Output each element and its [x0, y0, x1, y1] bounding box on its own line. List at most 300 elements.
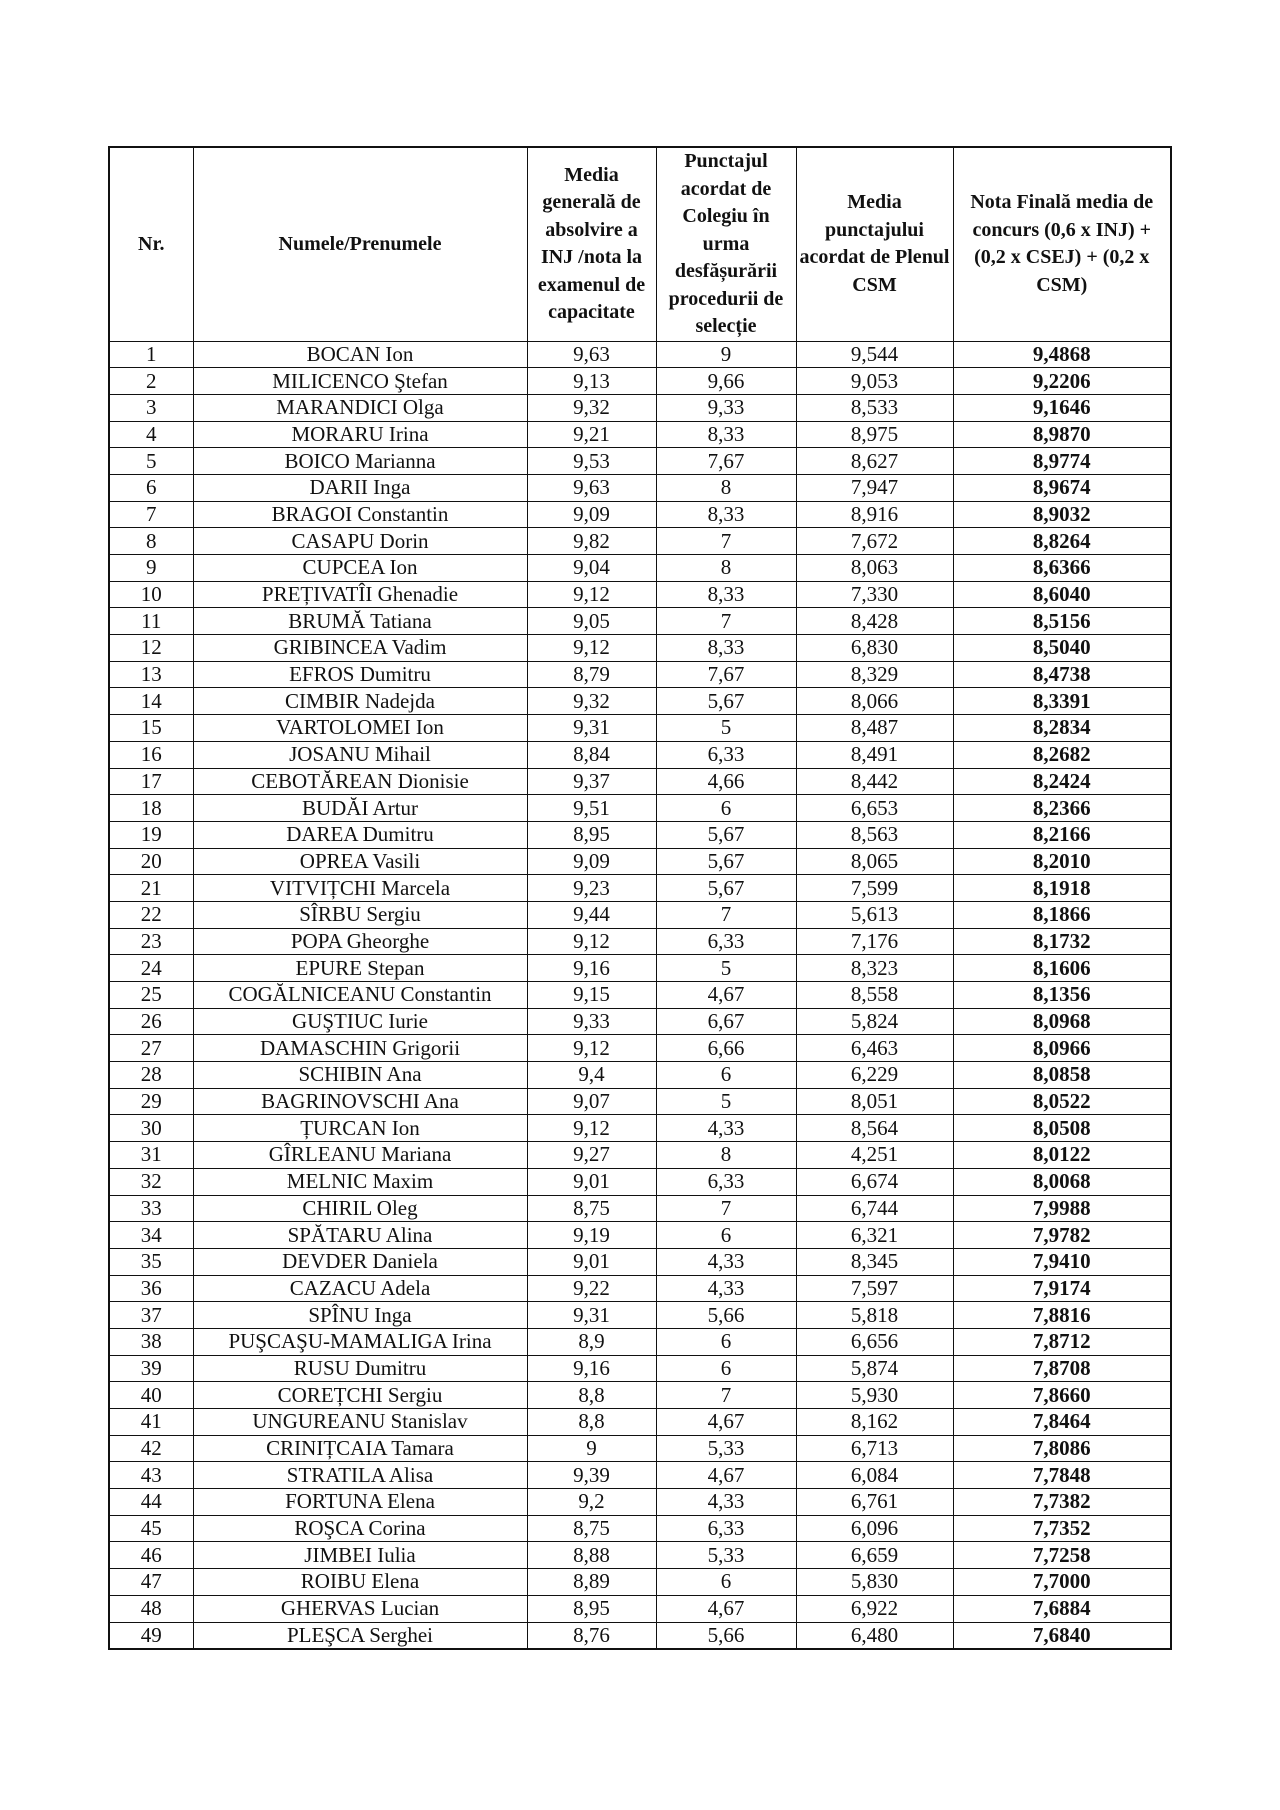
cell-inj: 9,12: [527, 581, 656, 608]
cell-inj: 9,15: [527, 982, 656, 1009]
cell-inj: 9,33: [527, 1008, 656, 1035]
cell-name: CUPCEA Ion: [193, 555, 527, 582]
cell-final: 9,1646: [953, 394, 1171, 421]
table-row: [109, 821, 1171, 848]
cell-nr: 19: [109, 821, 193, 848]
cell-csej: 6,33: [656, 1168, 796, 1195]
cell-inj: 9,12: [527, 635, 656, 662]
table-row: [109, 1462, 1171, 1489]
cell-inj: 9,82: [527, 528, 656, 555]
cell-name: BRUMĂ Tatiana: [193, 608, 527, 635]
cell-final: 8,2682: [953, 741, 1171, 768]
cell-nr: 15: [109, 715, 193, 742]
cell-csm: 8,162: [796, 1409, 953, 1436]
cell-final: 8,9870: [953, 421, 1171, 448]
cell-csej: 7: [656, 608, 796, 635]
cell-nr: 45: [109, 1515, 193, 1542]
cell-name: EPURE Stepan: [193, 955, 527, 982]
table-row: [109, 608, 1171, 635]
header-name: Numele/Prenumele: [193, 147, 527, 341]
results-table: [108, 146, 1172, 1650]
cell-final: 8,6040: [953, 581, 1171, 608]
cell-name: BOICO Marianna: [193, 448, 527, 475]
cell-name: CHIRIL Oleg: [193, 1195, 527, 1222]
cell-csm: 8,491: [796, 741, 953, 768]
cell-csm: 5,874: [796, 1355, 953, 1382]
cell-csm: 8,066: [796, 688, 953, 715]
cell-nr: 6: [109, 474, 193, 501]
cell-final: 9,4868: [953, 341, 1171, 368]
cell-nr: 43: [109, 1462, 193, 1489]
cell-inj: 9,53: [527, 448, 656, 475]
cell-csm: 6,713: [796, 1435, 953, 1462]
cell-csm: 5,930: [796, 1382, 953, 1409]
cell-csej: 4,33: [656, 1275, 796, 1302]
cell-csej: 5: [656, 1088, 796, 1115]
cell-csej: 5,67: [656, 821, 796, 848]
cell-nr: 44: [109, 1489, 193, 1516]
cell-name: COGĂLNICEANU Constantin: [193, 982, 527, 1009]
cell-inj: 9,63: [527, 341, 656, 368]
cell-final: 8,9032: [953, 501, 1171, 528]
cell-final: 7,9174: [953, 1275, 1171, 1302]
cell-csm: 7,330: [796, 581, 953, 608]
cell-name: MELNIC Maxim: [193, 1168, 527, 1195]
cell-csej: 6: [656, 1569, 796, 1596]
table-row: [109, 341, 1171, 368]
cell-name: ROIBU Elena: [193, 1569, 527, 1596]
table-row: [109, 1195, 1171, 1222]
cell-name: GUŞTIUC Iurie: [193, 1008, 527, 1035]
cell-name: DAMASCHIN Grigorii: [193, 1035, 527, 1062]
cell-name: MORARU Irina: [193, 421, 527, 448]
cell-final: 8,8264: [953, 528, 1171, 555]
cell-final: 7,8464: [953, 1409, 1171, 1436]
table-row: [109, 661, 1171, 688]
header-nr: Nr.: [109, 147, 193, 341]
cell-csej: 4,67: [656, 1409, 796, 1436]
cell-final: 8,3391: [953, 688, 1171, 715]
cell-inj: 8,8: [527, 1382, 656, 1409]
cell-name: FORTUNA Elena: [193, 1489, 527, 1516]
table-row: [109, 875, 1171, 902]
cell-csej: 4,67: [656, 1462, 796, 1489]
cell-nr: 48: [109, 1595, 193, 1622]
cell-final: 9,2206: [953, 368, 1171, 395]
cell-csej: 8: [656, 1142, 796, 1169]
cell-name: DEVDER Daniela: [193, 1248, 527, 1275]
cell-inj: 8,75: [527, 1515, 656, 1542]
table-row: [109, 1569, 1171, 1596]
table-row: [109, 1435, 1171, 1462]
table-row: [109, 1248, 1171, 1275]
cell-csej: 7: [656, 528, 796, 555]
cell-nr: 36: [109, 1275, 193, 1302]
cell-inj: 9: [527, 1435, 656, 1462]
cell-name: JOSANU Mihail: [193, 741, 527, 768]
cell-name: CEBOTĂREAN Dionisie: [193, 768, 527, 795]
cell-nr: 47: [109, 1569, 193, 1596]
cell-csej: 9,33: [656, 394, 796, 421]
table-row: [109, 501, 1171, 528]
cell-csej: 6,33: [656, 1515, 796, 1542]
cell-csm: 7,597: [796, 1275, 953, 1302]
cell-inj: 8,84: [527, 741, 656, 768]
cell-csej: 7,67: [656, 448, 796, 475]
cell-csm: 8,564: [796, 1115, 953, 1142]
cell-csm: 6,830: [796, 635, 953, 662]
cell-name: BOCAN Ion: [193, 341, 527, 368]
cell-csm: 7,947: [796, 474, 953, 501]
cell-csm: 5,613: [796, 901, 953, 928]
cell-csm: 6,480: [796, 1622, 953, 1649]
cell-nr: 20: [109, 848, 193, 875]
cell-name: PREȚIVATÎI Ghenadie: [193, 581, 527, 608]
cell-inj: 9,23: [527, 875, 656, 902]
cell-nr: 12: [109, 635, 193, 662]
cell-final: 7,7382: [953, 1489, 1171, 1516]
cell-csm: 8,051: [796, 1088, 953, 1115]
cell-inj: 9,05: [527, 608, 656, 635]
cell-csm: 8,442: [796, 768, 953, 795]
cell-csm: 5,818: [796, 1302, 953, 1329]
cell-csm: 6,229: [796, 1062, 953, 1089]
cell-nr: 11: [109, 608, 193, 635]
cell-name: ȚURCAN Ion: [193, 1115, 527, 1142]
cell-name: SCHIBIN Ana: [193, 1062, 527, 1089]
cell-nr: 9: [109, 555, 193, 582]
cell-csej: 6,67: [656, 1008, 796, 1035]
cell-csm: 6,096: [796, 1515, 953, 1542]
cell-csej: 9: [656, 341, 796, 368]
cell-final: 7,9782: [953, 1222, 1171, 1249]
cell-inj: 9,39: [527, 1462, 656, 1489]
cell-final: 8,1732: [953, 928, 1171, 955]
table-row: [109, 1035, 1171, 1062]
cell-csm: 8,063: [796, 555, 953, 582]
cell-inj: 8,76: [527, 1622, 656, 1649]
cell-nr: 39: [109, 1355, 193, 1382]
cell-name: DARII Inga: [193, 474, 527, 501]
cell-inj: 9,09: [527, 501, 656, 528]
cell-inj: 9,21: [527, 421, 656, 448]
cell-inj: 9,07: [527, 1088, 656, 1115]
cell-csej: 7: [656, 901, 796, 928]
header-csej: Punctajul acordat de Colegiu în urma desfășurării procedurii de selecție: [656, 147, 796, 341]
cell-final: 7,8086: [953, 1435, 1171, 1462]
cell-csej: 7,67: [656, 661, 796, 688]
cell-csej: 6: [656, 1328, 796, 1355]
cell-final: 8,0966: [953, 1035, 1171, 1062]
cell-nr: 23: [109, 928, 193, 955]
cell-csm: 7,672: [796, 528, 953, 555]
cell-csm: 5,824: [796, 1008, 953, 1035]
cell-csej: 4,33: [656, 1248, 796, 1275]
table-row: [109, 982, 1171, 1009]
cell-name: STRATILA Alisa: [193, 1462, 527, 1489]
cell-nr: 35: [109, 1248, 193, 1275]
cell-nr: 37: [109, 1302, 193, 1329]
cell-name: GRIBINCEA Vadim: [193, 635, 527, 662]
cell-csej: 8: [656, 474, 796, 501]
cell-csm: 8,323: [796, 955, 953, 982]
cell-inj: 9,27: [527, 1142, 656, 1169]
cell-csm: 8,329: [796, 661, 953, 688]
cell-final: 8,4738: [953, 661, 1171, 688]
cell-csm: 8,975: [796, 421, 953, 448]
table-row: [109, 421, 1171, 448]
header-inj: Media generală de absolvire a INJ /nota la examenul de capacitate: [527, 147, 656, 341]
cell-csej: 8: [656, 555, 796, 582]
table-row: [109, 795, 1171, 822]
cell-nr: 18: [109, 795, 193, 822]
cell-inj: 9,01: [527, 1248, 656, 1275]
cell-nr: 49: [109, 1622, 193, 1649]
cell-csm: 6,321: [796, 1222, 953, 1249]
cell-inj: 9,16: [527, 1355, 656, 1382]
cell-name: SPĂTARU Alina: [193, 1222, 527, 1249]
cell-nr: 34: [109, 1222, 193, 1249]
cell-csej: 4,67: [656, 982, 796, 1009]
cell-csej: 9,66: [656, 368, 796, 395]
cell-nr: 2: [109, 368, 193, 395]
cell-final: 7,6840: [953, 1622, 1171, 1649]
table-row: [109, 635, 1171, 662]
table-body: [109, 341, 1171, 1649]
cell-csej: 6,66: [656, 1035, 796, 1062]
cell-nr: 28: [109, 1062, 193, 1089]
cell-inj: 9,12: [527, 1115, 656, 1142]
table-row: [109, 741, 1171, 768]
cell-csm: 6,084: [796, 1462, 953, 1489]
table-row: [109, 1355, 1171, 1382]
cell-inj: 8,75: [527, 1195, 656, 1222]
cell-csm: 5,830: [796, 1569, 953, 1596]
cell-nr: 7: [109, 501, 193, 528]
cell-final: 8,2366: [953, 795, 1171, 822]
cell-name: PUŞCAŞU-MAMALIGA Irina: [193, 1328, 527, 1355]
table-row: [109, 1382, 1171, 1409]
cell-inj: 9,44: [527, 901, 656, 928]
cell-csej: 5,66: [656, 1622, 796, 1649]
cell-final: 7,8816: [953, 1302, 1171, 1329]
table-row: [109, 528, 1171, 555]
table-row: [109, 368, 1171, 395]
cell-final: 7,7848: [953, 1462, 1171, 1489]
table-row: [109, 901, 1171, 928]
cell-csej: 6: [656, 1222, 796, 1249]
cell-inj: 8,9: [527, 1328, 656, 1355]
cell-name: COREȚCHI Sergiu: [193, 1382, 527, 1409]
cell-final: 8,0122: [953, 1142, 1171, 1169]
cell-csm: 8,916: [796, 501, 953, 528]
table-row: [109, 1168, 1171, 1195]
cell-name: BUDĂI Artur: [193, 795, 527, 822]
cell-final: 8,5040: [953, 635, 1171, 662]
cell-csej: 8,33: [656, 635, 796, 662]
cell-nr: 40: [109, 1382, 193, 1409]
cell-nr: 38: [109, 1328, 193, 1355]
cell-final: 7,7258: [953, 1542, 1171, 1569]
cell-name: CIMBIR Nadejda: [193, 688, 527, 715]
cell-final: 8,0068: [953, 1168, 1171, 1195]
cell-inj: 8,79: [527, 661, 656, 688]
table-row: [109, 474, 1171, 501]
cell-nr: 1: [109, 341, 193, 368]
cell-nr: 13: [109, 661, 193, 688]
header-final: Nota Finală media de concurs (0,6 x INJ) + (0,2 x CSEJ) + (0,2 x CSM): [953, 147, 1171, 341]
cell-csm: 6,922: [796, 1595, 953, 1622]
cell-nr: 4: [109, 421, 193, 448]
table-row: [109, 1062, 1171, 1089]
cell-csej: 7: [656, 1195, 796, 1222]
table-row: [109, 1275, 1171, 1302]
table-row: [109, 1222, 1171, 1249]
cell-name: BAGRINOVSCHI Ana: [193, 1088, 527, 1115]
cell-final: 8,5156: [953, 608, 1171, 635]
cell-csm: 6,653: [796, 795, 953, 822]
cell-csej: 4,33: [656, 1115, 796, 1142]
table-row: [109, 1622, 1171, 1649]
cell-final: 7,8708: [953, 1355, 1171, 1382]
cell-name: PLEŞCA Serghei: [193, 1622, 527, 1649]
cell-name: VARTOLOMEI Ion: [193, 715, 527, 742]
cell-inj: 9,01: [527, 1168, 656, 1195]
cell-final: 7,8712: [953, 1328, 1171, 1355]
cell-csej: 8,33: [656, 501, 796, 528]
cell-csej: 7: [656, 1382, 796, 1409]
cell-final: 7,9988: [953, 1195, 1171, 1222]
cell-nr: 32: [109, 1168, 193, 1195]
table-row: [109, 1302, 1171, 1329]
cell-inj: 9,63: [527, 474, 656, 501]
cell-csej: 5,67: [656, 848, 796, 875]
cell-nr: 17: [109, 768, 193, 795]
cell-name: GHERVAS Lucian: [193, 1595, 527, 1622]
cell-csej: 8,33: [656, 581, 796, 608]
table-row: [109, 448, 1171, 475]
cell-final: 8,6366: [953, 555, 1171, 582]
cell-final: 8,0968: [953, 1008, 1171, 1035]
table-row: [109, 848, 1171, 875]
cell-csm: 6,761: [796, 1489, 953, 1516]
cell-inj: 8,89: [527, 1569, 656, 1596]
cell-final: 8,2010: [953, 848, 1171, 875]
cell-name: JIMBEI Iulia: [193, 1542, 527, 1569]
cell-name: CAZACU Adela: [193, 1275, 527, 1302]
table-row: [109, 555, 1171, 582]
table-row: [109, 1489, 1171, 1516]
table-row: [109, 1515, 1171, 1542]
cell-inj: 9,13: [527, 368, 656, 395]
cell-nr: 22: [109, 901, 193, 928]
cell-inj: 8,95: [527, 821, 656, 848]
cell-nr: 46: [109, 1542, 193, 1569]
cell-name: POPA Gheorghe: [193, 928, 527, 955]
cell-name: EFROS Dumitru: [193, 661, 527, 688]
cell-csm: 6,744: [796, 1195, 953, 1222]
header-csm: Media punctajului acordat de Plenul CSM: [796, 147, 953, 341]
cell-nr: 41: [109, 1409, 193, 1436]
cell-nr: 5: [109, 448, 193, 475]
cell-inj: 8,95: [527, 1595, 656, 1622]
table-row: [109, 715, 1171, 742]
cell-nr: 24: [109, 955, 193, 982]
cell-csej: 4,66: [656, 768, 796, 795]
cell-final: 8,9674: [953, 474, 1171, 501]
cell-final: 7,9410: [953, 1248, 1171, 1275]
table-row: [109, 1115, 1171, 1142]
table-row: [109, 1008, 1171, 1035]
cell-inj: 9,2: [527, 1489, 656, 1516]
cell-nr: 21: [109, 875, 193, 902]
cell-inj: 9,31: [527, 1302, 656, 1329]
cell-csm: 8,428: [796, 608, 953, 635]
cell-csm: 4,251: [796, 1142, 953, 1169]
table-row: [109, 1142, 1171, 1169]
cell-nr: 27: [109, 1035, 193, 1062]
cell-csm: 8,558: [796, 982, 953, 1009]
cell-final: 8,0858: [953, 1062, 1171, 1089]
cell-csm: 8,627: [796, 448, 953, 475]
cell-csm: 8,563: [796, 821, 953, 848]
cell-csej: 6,33: [656, 928, 796, 955]
cell-final: 8,9774: [953, 448, 1171, 475]
cell-inj: 9,31: [527, 715, 656, 742]
cell-nr: 31: [109, 1142, 193, 1169]
table-row: [109, 955, 1171, 982]
table-row: [109, 394, 1171, 421]
cell-final: 8,2834: [953, 715, 1171, 742]
cell-csej: 6: [656, 1355, 796, 1382]
cell-name: RUSU Dumitru: [193, 1355, 527, 1382]
cell-csm: 8,533: [796, 394, 953, 421]
cell-inj: 9,12: [527, 1035, 656, 1062]
cell-csej: 5,33: [656, 1435, 796, 1462]
cell-csm: 6,656: [796, 1328, 953, 1355]
table-row: [109, 928, 1171, 955]
cell-inj: 9,19: [527, 1222, 656, 1249]
cell-final: 8,0508: [953, 1115, 1171, 1142]
cell-csej: 5,66: [656, 1302, 796, 1329]
cell-csej: 5,67: [656, 875, 796, 902]
cell-csej: 4,33: [656, 1489, 796, 1516]
cell-final: 8,0522: [953, 1088, 1171, 1115]
cell-nr: 16: [109, 741, 193, 768]
table-row: [109, 688, 1171, 715]
cell-final: 7,7352: [953, 1515, 1171, 1542]
cell-csej: 5: [656, 955, 796, 982]
cell-inj: 9,04: [527, 555, 656, 582]
cell-csm: 6,674: [796, 1168, 953, 1195]
cell-final: 8,1356: [953, 982, 1171, 1009]
cell-name: SPÎNU Inga: [193, 1302, 527, 1329]
cell-name: OPREA Vasili: [193, 848, 527, 875]
cell-final: 8,1918: [953, 875, 1171, 902]
cell-inj: 9,51: [527, 795, 656, 822]
cell-csm: 8,487: [796, 715, 953, 742]
table-row: [109, 768, 1171, 795]
cell-final: 7,8660: [953, 1382, 1171, 1409]
cell-csm: 8,065: [796, 848, 953, 875]
cell-csm: 9,544: [796, 341, 953, 368]
cell-nr: 26: [109, 1008, 193, 1035]
cell-csm: 6,659: [796, 1542, 953, 1569]
header-row: [109, 147, 1171, 341]
cell-nr: 14: [109, 688, 193, 715]
cell-nr: 30: [109, 1115, 193, 1142]
cell-final: 8,1606: [953, 955, 1171, 982]
